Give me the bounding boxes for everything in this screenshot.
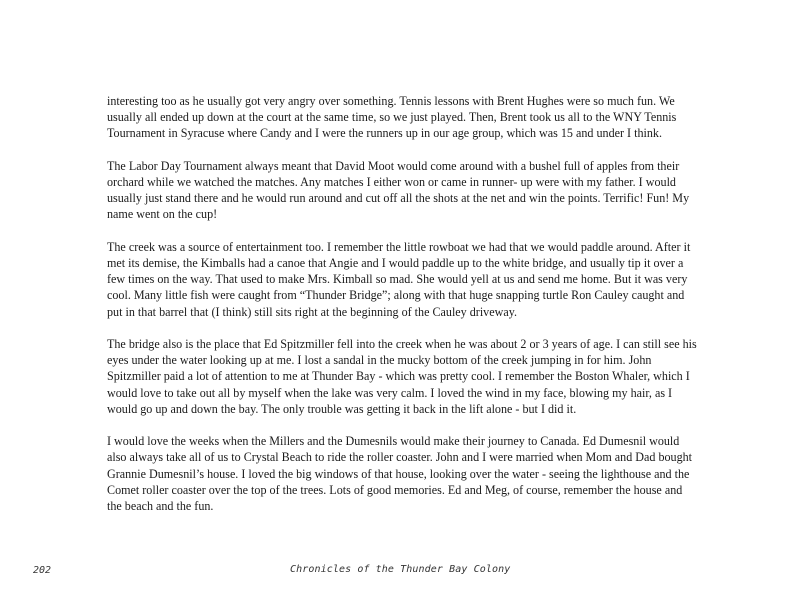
footer-page-number: 202 (33, 565, 52, 576)
paragraph-creek: The creek was a source of entertainment too. I remember the little rowboat we had that we would paddle around. After it met its demise, the Kimballs had a canoe that Angie and I would paddle up to the white bridge, and usually tip it over a few times on the way. That used to make Mrs. Kimball so mad. She would yell at us and send me home. But it was very cool. Many little fish were caught from “Thunder Bridge”; along with that huge snapping turtle Ron Cauley caught and put in that barrel that (I think) still sits right at the beginning of the Cauley driveway. (107, 239, 691, 319)
paragraph-millers-dumesnils: I would love the weeks when the Millers and the Dumesnils would make their journey to Canada. Ed Dumesnil would also always take all of us to Crystal Beach to ride the roller coaster. John and I were married when Mom and Dad bought Grannie Dumesnil’s house. I loved the big windows of that house, looking over the water - seeing the lighthouse and the Comet roller coaster over the top of the trees. Lots of good memories. Ed and Meg, of course, remember the house and the beach and the fun. (107, 434, 693, 514)
body-text (107, 93, 697, 530)
footer-book-title: Chronicles of the Thunder Bay Colony (290, 564, 511, 575)
paragraph-labor-day-tournament: The Labor Day Tournament always meant that David Moot would come around with a bushel full of apples from their orchard while we watched the matches. Any matches I either won or came in runner- up were with my father. I would usually just stand there and he would run around and cut off all the shots at the net and win the points. Terrific! Fun! My name went on the cup! (107, 158, 690, 222)
paragraph-bridge: The bridge also is the place that Ed Spitzmiller fell into the creek when he was about 2 or 3 years of age. I can still see his eyes under the water looking up at me. I lost a sandal in the mucky bottom of the creek jumping in for him. John Spitzmiller paid a lot of attention to me at Thunder Bay - which was pretty cool. I remember the Boston Whaler, which I would love to take out all by myself when the lake was very calm. I loved the wind in my face, blowing my hair, as I would go up and down the bay. The only trouble was getting it back in the lift alone - but I did it. (107, 337, 697, 416)
paragraph-tennis-lessons: interesting too as he usually got very angry over something. Tennis lessons with Brent Hughes were so much fun. We usually all ended up down at the court at the same time, so we just played. Then, Brent took us all to the WNY Tennis Tournament in Syracuse where Candy and I were the runners up in our age group, which was 15 and under I think. (107, 94, 677, 141)
